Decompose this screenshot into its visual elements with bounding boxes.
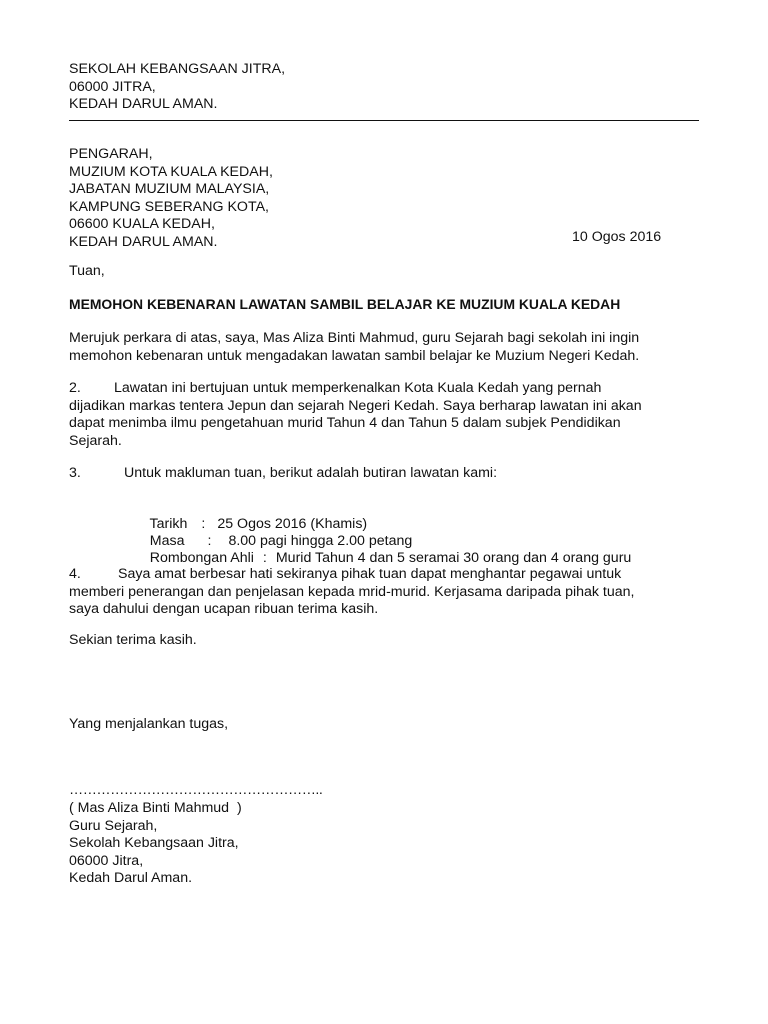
recipient-line: KEDAH DARUL AMAN. xyxy=(69,233,218,250)
detail-value: Murid Tahun 4 dan 5 seramai 30 orang dan 4 orang guru xyxy=(275,549,632,566)
salutation: Tuan, xyxy=(69,263,105,279)
paragraph-line: memohon kebenaran untuk mengadakan lawatan sambil belajar ke Muzium Negeri Kedah. xyxy=(69,347,640,364)
signature-line: ……………………………………………….. xyxy=(69,782,323,798)
paragraph-4 xyxy=(69,566,634,619)
paragraph-line: memberi penerangan dan penjelasan kepada mrid-murid. Kerjasama daripada pihak tuan, xyxy=(69,583,635,600)
paragraph-number: 2. xyxy=(69,380,81,396)
paragraph-line: Lawatan ini bertujuan untuk memperkenalkan Kota Kuala Kedah yang pernah xyxy=(114,380,602,396)
paragraph-1 xyxy=(69,330,639,365)
signer-line: 06000 Jitra, xyxy=(69,852,144,869)
paragraph-line: Merujuk perkara di atas, saya, Mas Aliza Binti Mahmud, guru Sejarah bagi sekolah ini ingin xyxy=(69,330,640,346)
paragraph-line: saya dahului dengan ucapan ribuan terima kasih. xyxy=(69,601,379,618)
detail-separator: : xyxy=(201,515,206,532)
signer-name: ( Mas Aliza Binti Mahmud ) xyxy=(69,800,242,816)
subject-heading: MEMOHON KEBENARAN LAWATAN SAMBIL BELAJAR KE MUZIUM KUALA KEDAH xyxy=(69,296,621,312)
paragraph-number: 4. xyxy=(69,566,81,582)
detail-separator: : xyxy=(262,549,267,566)
detail-value: 8.00 pagi hingga 2.00 petang xyxy=(228,532,413,549)
detail-label: Rombongan Ahli xyxy=(149,549,254,566)
recipient-address xyxy=(69,146,273,252)
recipient-line: KAMPUNG SEBERANG KOTA, xyxy=(69,198,269,215)
sender-address xyxy=(69,61,285,114)
sender-line: SEKOLAH KEBANGSAAN JITRA, xyxy=(69,61,286,77)
paragraph-number: 3. xyxy=(69,465,81,481)
recipient-line: 06600 KUALA KEDAH, xyxy=(69,216,215,233)
recipient-line: PENGARAH, xyxy=(69,146,153,162)
detail-value: 25 Ogos 2016 (Khamis) xyxy=(217,515,368,532)
letter-date: 10 Ogos 2016 xyxy=(572,229,662,245)
detail-label: Tarikh xyxy=(149,515,188,532)
signer-block xyxy=(69,800,242,888)
paragraph-line: Sejarah. xyxy=(69,432,122,449)
signer-line: Sekolah Kebangsaan Jitra, xyxy=(69,835,239,852)
detail-separator: : xyxy=(207,532,212,549)
signoff: Yang menjalankan tugas, xyxy=(69,716,229,732)
recipient-line: MUZIUM KOTA KUALA KEDAH, xyxy=(69,163,273,180)
detail-label: Masa xyxy=(149,532,185,549)
sender-line: 06000 JITRA, xyxy=(69,78,156,95)
paragraph-3 xyxy=(69,465,497,483)
paragraph-line: Saya amat berbesar hati sekiranya pihak tuan dapat menghantar pegawai untuk xyxy=(118,566,622,582)
paragraph-line: dapat menimba ilmu pengetahuan murid Tahun 4 dan Tahun 5 dalam subjek Pendidikan xyxy=(69,415,621,432)
recipient-line: JABATAN MUZIUM MALAYSIA, xyxy=(69,181,270,198)
header-divider xyxy=(69,120,699,121)
signer-line: Kedah Darul Aman. xyxy=(69,870,193,887)
closing-remark: Sekian terima kasih. xyxy=(69,632,197,648)
paragraph-line: dijadikan markas tentera Jepun dan sejarah Negeri Kedah. Saya berharap lawatan ini akan xyxy=(69,397,642,414)
signer-line: Guru Sejarah, xyxy=(69,817,158,834)
paragraph-line: Untuk makluman tuan, berikut adalah butiran lawatan kami: xyxy=(124,465,498,481)
sender-line: KEDAH DARUL AMAN. xyxy=(69,96,218,113)
paragraph-2 xyxy=(69,380,642,450)
